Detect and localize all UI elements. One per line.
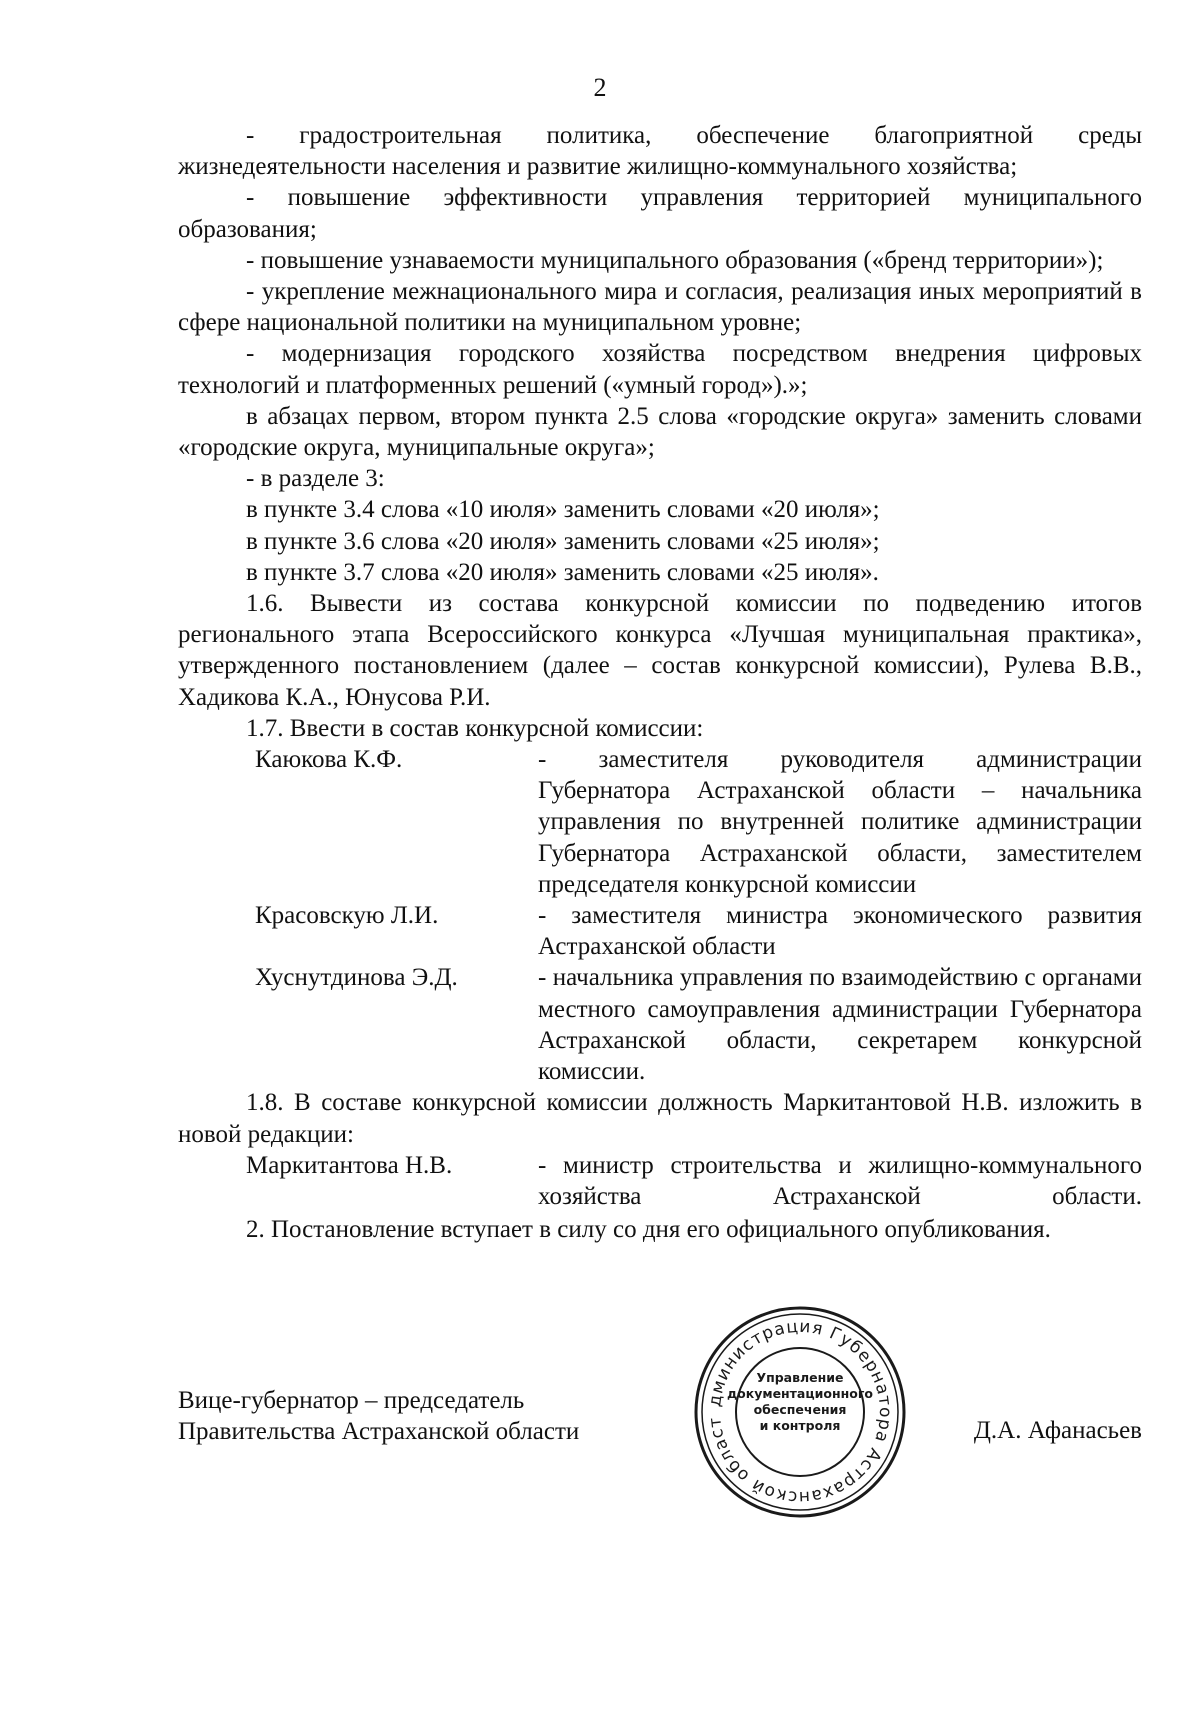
member-role-text: - министр строительства и жилищно-коммунального хозяйства Астраханской области. bbox=[538, 1151, 1142, 1210]
members-add-list bbox=[178, 744, 1142, 1087]
member-edit-list bbox=[178, 1150, 1142, 1212]
seal-center-line: обеспечения bbox=[753, 1402, 847, 1417]
member-name: Красовскую Л.И. bbox=[255, 902, 439, 930]
paragraph: - в разделе 3: bbox=[246, 465, 385, 493]
member-name: Маркитантова Н.В. bbox=[246, 1151, 453, 1179]
paragraph: - градостроительная политика, обеспечение благоприятной среды жизнедеятельности населения и развитие жилищно-коммунального хозяйства; bbox=[178, 122, 1142, 181]
paragraph: 1.7. Ввести в состав конкурсной комиссии: bbox=[246, 714, 704, 742]
paragraph: - повышение эффективности управления территорией муниципального образования; bbox=[178, 184, 1142, 243]
seal-ring-text: дминистрация Губернатора Астраханской област bbox=[705, 1316, 896, 1508]
paragraph-1-8: 1.8. В составе конкурсной комиссии должность Маркитантовой Н.В. изложить в новой редакции: bbox=[178, 1089, 1142, 1148]
seal-center-text bbox=[727, 1370, 873, 1433]
seal-center-line: Управление bbox=[756, 1370, 844, 1385]
paragraph-2: 2. Постановление вступает в силу со дня его официального опубликования. bbox=[246, 1216, 1051, 1244]
member-role bbox=[538, 1150, 1142, 1212]
member-name: Хуснутдинова Э.Д. bbox=[255, 964, 458, 992]
paragraph: в пункте 3.4 слова «10 июля» заменить словами «20 июля»; bbox=[246, 496, 880, 524]
seal-center-line: и контроля bbox=[759, 1418, 841, 1433]
member-row bbox=[178, 1150, 1142, 1212]
signer-name: Д.А. Афанасьев bbox=[973, 1417, 1142, 1444]
page-number: 2 bbox=[593, 73, 607, 102]
paragraphs-before bbox=[178, 120, 1142, 744]
paragraph: 1.6. Вывести из состава конкурсной комиссии по подведению итогов регионального этапа Всероссийского конкурса «Лучшая муниципальная практика», утвержденного постановлением (далее – состав конкурсной комиссии), Рулева В.В., Хадикова К.А., Юнусова Р.И. bbox=[178, 590, 1142, 711]
seal-icon bbox=[690, 1302, 910, 1522]
signer-title bbox=[178, 1385, 579, 1447]
paragraph: - модернизация городского хозяйства посредством внедрения цифровых технологий и платформенных решений («умный город»).»; bbox=[178, 340, 1142, 399]
paragraph: в пункте 3.7 слова «20 июля» заменить словами «25 июля». bbox=[246, 558, 879, 586]
member-row bbox=[178, 962, 1142, 1087]
signer-title-line2: Правительства Астраханской области bbox=[178, 1418, 580, 1446]
member-name: Каюкова К.Ф. bbox=[255, 746, 403, 774]
paragraph: - укрепление межнационального мира и согласия, реализация иных мероприятий в сфере национальной политики на муниципальном уровне; bbox=[178, 278, 1142, 337]
paragraph: - повышение узнаваемости муниципального образования («бренд территории»); bbox=[246, 246, 1104, 274]
paragraph: в абзацах первом, втором пункта 2.5 слова «городские округа» заменить словами «городские округа, муниципальные округа»; bbox=[178, 402, 1142, 462]
member-row bbox=[178, 900, 1142, 962]
seal-center-line: документационного bbox=[727, 1386, 873, 1401]
paragraph: в пункте 3.6 слова «20 июля» заменить словами «25 июля»; bbox=[246, 527, 880, 555]
member-role: - начальника управления по взаимодействию с органами местного самоуправления администрации Губернатора Астраханской области, секретарем конкурсной комиссии. bbox=[538, 964, 1142, 1086]
member-row bbox=[178, 744, 1142, 900]
member-role: - заместителя министра экономического развития Астраханской области bbox=[538, 902, 1142, 961]
member-role: - заместителя руководителя администрации Губернатора Астраханской области – начальника управления по внутренней политике администрации Губернатора Астраханской области, заместителем председателя конкурсной комиссии bbox=[538, 746, 1142, 898]
document-body bbox=[178, 120, 1142, 1245]
signer-title-line1: Вице-губернатор – председатель bbox=[178, 1387, 525, 1414]
official-seal bbox=[690, 1302, 910, 1522]
